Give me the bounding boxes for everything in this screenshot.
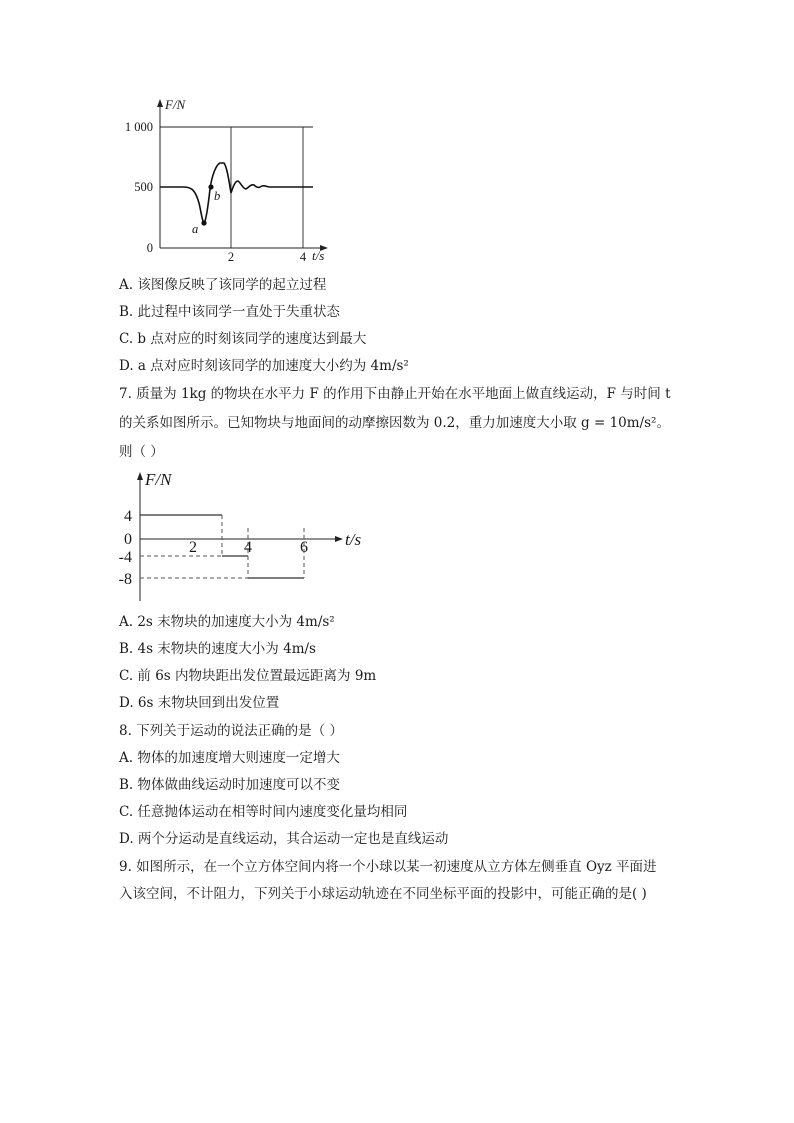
- q7-stem-line2: 的关系如图所示。已知物块与地面间的动摩擦因数为 0.2，重力加速度大小取 g = 10m/s²。: [119, 415, 670, 431]
- x-tick-6: 6: [300, 539, 308, 556]
- q7-stem-line3: 则（ ）: [119, 444, 164, 460]
- q9-stem-line2: 入该空间，不计阻力，下列关于小球运动轨迹在不同坐标平面的投影中，可能正确的是( ): [119, 886, 647, 902]
- x-axis-label: t/s: [345, 530, 362, 549]
- y-tick-500: 500: [134, 180, 153, 194]
- x-tick-2: 2: [189, 539, 197, 556]
- q6-option-a: A. 该图像反映了该同学的起立过程: [119, 277, 327, 293]
- q7-option-d: D. 6s 末物块回到出发位置: [119, 695, 280, 711]
- q8-stem: 8. 下列关于运动的说法正确的是（ ）: [119, 723, 343, 739]
- q7-option-a: A. 2s 末物块的加速度大小为 4m/s²: [119, 614, 335, 630]
- y-axis-arrow: [137, 472, 143, 480]
- q7-stem-line1: 7. 质量为 1kg 的物块在水平力 F 的作用下由静止开始在水平地面上做直线运动，F 与时间 t: [119, 386, 671, 402]
- x-tick-4: 4: [244, 539, 252, 556]
- q8-option-c: C. 任意抛体运动在相等时间内速度变化量均相同: [119, 804, 408, 820]
- y-axis-label: F/N: [145, 470, 172, 489]
- y-tick-0: 0: [124, 531, 132, 548]
- force-time-graph-1: [115, 95, 340, 265]
- q8-option-b: B. 物体做曲线运动时加速度可以不变: [119, 777, 341, 793]
- q6-option-d: D. a 点对应时刻该同学的加速度大小约为 4m/s²: [119, 358, 409, 374]
- point-a-marker: [201, 220, 206, 225]
- q9-stem-line1: 9. 如图所示，在一个立方体空间内将一个小球以某一初速度从立方体左侧垂直 Oyz 平面进: [119, 859, 657, 875]
- y-tick-0: 0: [146, 241, 153, 255]
- y-tick-4: 4: [124, 508, 132, 525]
- force-time-graph-2: [115, 466, 375, 606]
- q7-option-c: C. 前 6s 内物块距出发位置最远距离为 9m: [119, 668, 377, 684]
- y-tick-minus4: -4: [118, 549, 132, 566]
- x-axis-label: t/s: [312, 248, 325, 263]
- y-tick-minus8: -8: [118, 571, 132, 588]
- q8-option-d: D. 两个分运动是直线运动，其合运动一定也是直线运动: [119, 831, 449, 847]
- x-axis-arrow: [335, 536, 343, 542]
- q8-option-a: A. 物体的加速度增大则速度一定增大: [119, 750, 340, 766]
- force-curve: [160, 163, 313, 223]
- point-a-label: a: [192, 222, 199, 236]
- y-axis-label: F/N: [165, 97, 186, 112]
- x-tick-4: 4: [299, 250, 307, 264]
- y-tick-1000: 1 000: [124, 120, 153, 134]
- q6-option-c: C. b 点对应的时刻该同学的速度达到最大: [119, 331, 367, 347]
- point-b-label: b: [214, 189, 221, 203]
- q6-option-b: B. 此过程中该同学一直处于失重状态: [119, 304, 341, 320]
- x-tick-2: 2: [227, 250, 235, 264]
- point-b-marker: [208, 184, 213, 189]
- y-axis-arrow: [157, 99, 163, 107]
- q7-option-b: B. 4s 末物块的速度大小为 4m/s: [119, 641, 316, 657]
